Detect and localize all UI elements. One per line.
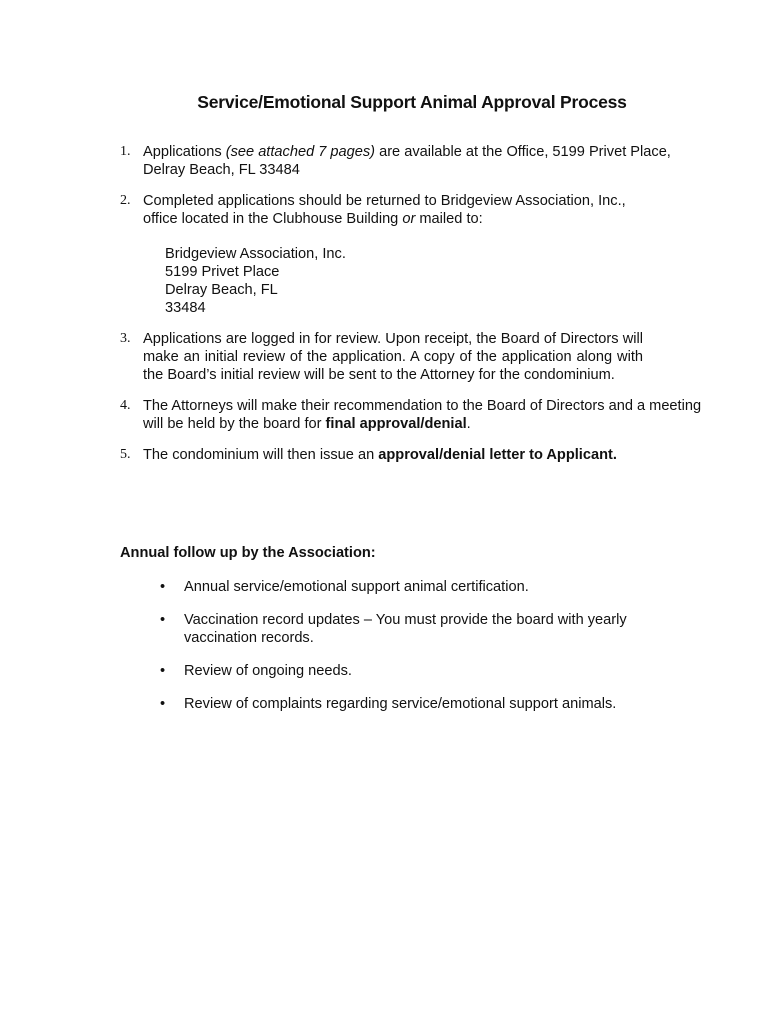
bullet-icon: • — [160, 696, 166, 712]
mailing-address — [143, 245, 648, 317]
address-line: Bridgeview Association, Inc. — [165, 246, 346, 262]
bullet-icon: • — [160, 579, 166, 595]
step-number: 3. — [120, 331, 131, 346]
annual-follow-up-list — [160, 578, 680, 728]
annual-follow-up-heading: Annual follow up by the Association: — [120, 545, 376, 561]
list-item-text: Annual service/emotional support animal certification. — [184, 579, 529, 595]
step-text: Completed applications should be returned to Bridgeview Association, Inc., office located in the Clubhouse Building or mailed to: — [143, 193, 626, 227]
address-line: 5199 Privet Place — [165, 264, 280, 280]
step-text: The Attorneys will make their recommendation to the Board of Directors and a meeting will be held by the board for final approval/denial. — [143, 398, 702, 432]
bullet-icon: • — [160, 663, 166, 679]
list-item — [160, 662, 680, 680]
list-item-text: Review of ongoing needs. — [184, 663, 352, 679]
process-steps-list — [120, 143, 702, 477]
step-3 — [120, 330, 680, 384]
step-number: 4. — [120, 398, 131, 413]
step-text: Applications (see attached 7 pages) are available at the Office, 5199 Privet Place, Delray Beach, FL 33484 — [143, 144, 671, 178]
step-text: Applications are logged in for review. Upon receipt, the Board of Directors will make an initial review of the application. A copy of the application along with the Board’s initial review will be sent to the Attorney for the condominium. — [143, 331, 643, 383]
page-title: Service/Emotional Support Animal Approval Process — [197, 92, 627, 112]
list-item — [160, 611, 664, 647]
step-1 — [120, 143, 683, 179]
step-text: The condominium will then issue an approval/denial letter to Applicant. — [143, 447, 617, 463]
step-2 — [120, 192, 648, 317]
list-item-text: Vaccination record updates – You must provide the board with yearly vaccination records. — [184, 612, 627, 646]
bullet-icon: • — [160, 612, 166, 628]
list-item-text: Review of complaints regarding service/emotional support animals. — [184, 696, 617, 712]
step-number: 2. — [120, 193, 131, 208]
step-4 — [120, 397, 703, 433]
step-number: 1. — [120, 144, 131, 159]
list-item — [160, 695, 680, 713]
address-line: Delray Beach, FL — [165, 282, 278, 298]
step-number: 5. — [120, 447, 131, 462]
list-item — [160, 578, 680, 596]
step-5 — [120, 446, 703, 464]
address-line: 33484 — [165, 300, 206, 316]
